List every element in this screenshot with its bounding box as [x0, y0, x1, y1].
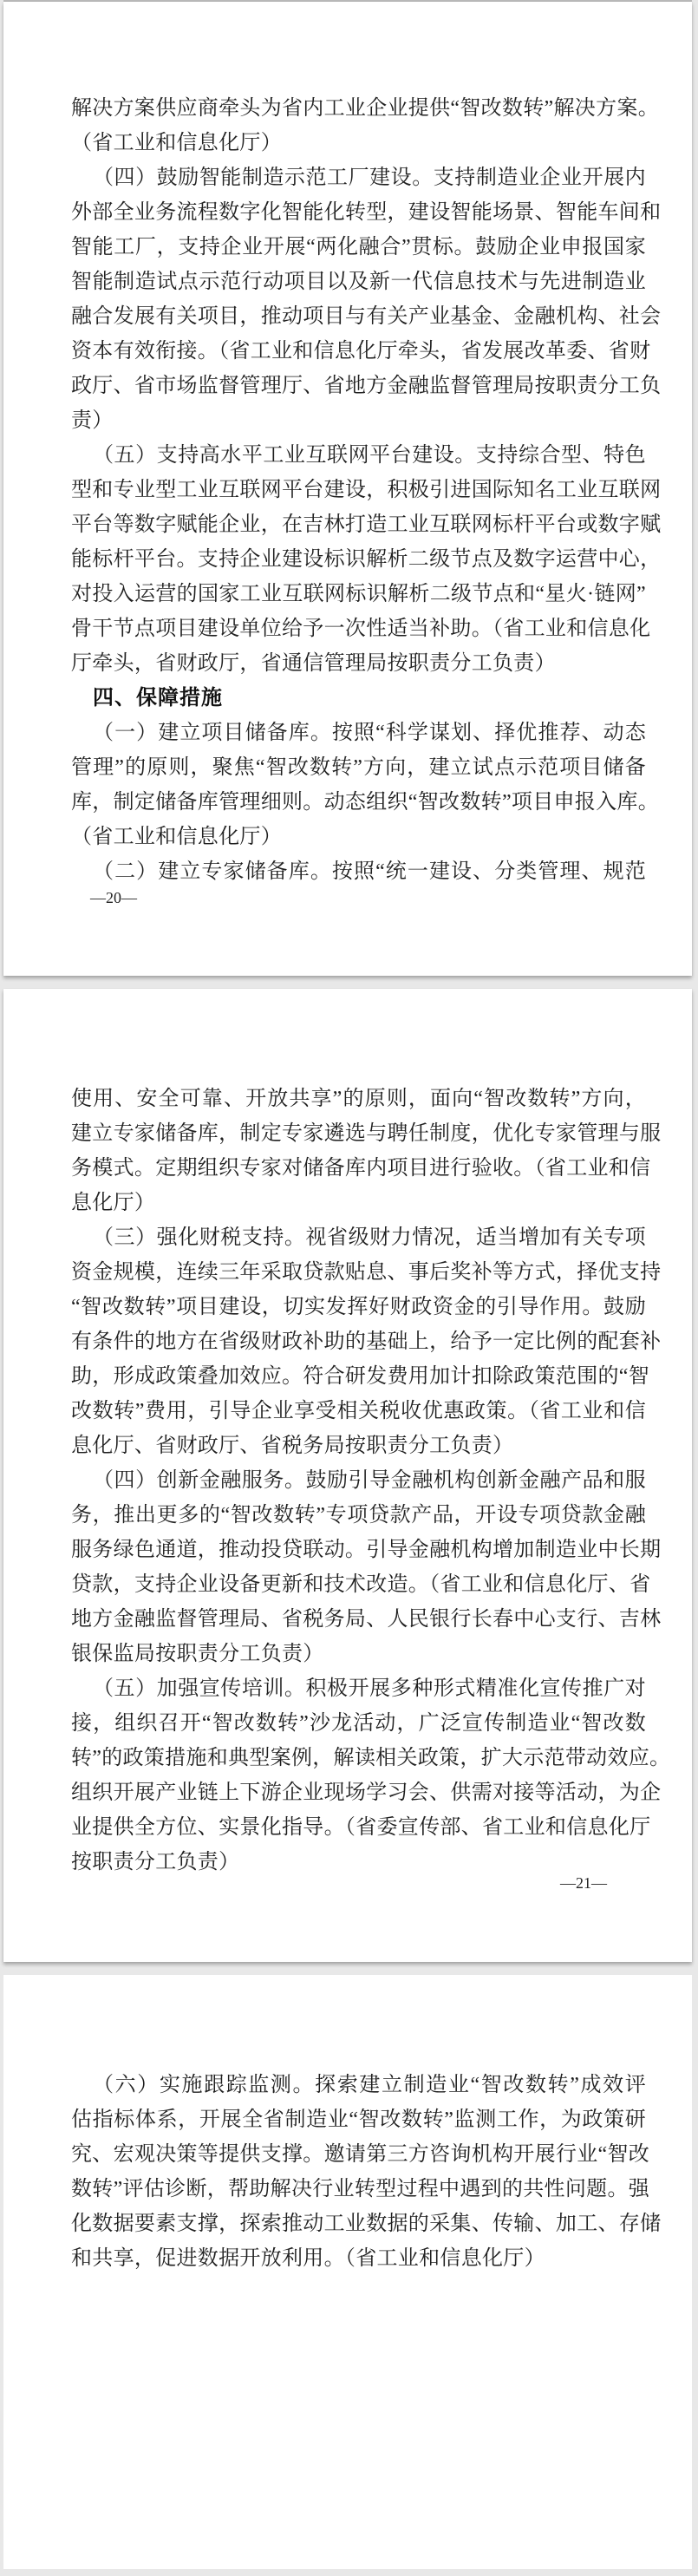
text-line: 资本有效衔接。（省工业和信息化厅牵头，省发展改革委、省财 — [71, 340, 651, 363]
text-line: 四、保障措施 — [93, 686, 223, 709]
text-line: 改数转”费用，引导企业享受相关税收优惠政策。（省工业和信 — [71, 1400, 646, 1422]
text-line: 贷款，支持企业设备更新和技术改造。（省工业和信息化厅、省 — [71, 1573, 651, 1596]
text-line: 化数据要素支撑，探索推动工业数据的采集、传输、加工、存储 — [71, 2213, 662, 2235]
text-line: 务，推出更多的“智改数转”专项贷款产品，开设专项贷款金融 — [71, 1504, 646, 1527]
text-line: 地方金融监督管理局、省税务局、人民银行长春中心支行、吉林 — [71, 1608, 662, 1631]
text-line: 息化厅、省财政厅、省税务局按职责分工负责） — [71, 1435, 514, 1457]
page-22-text-block — [71, 2068, 662, 2276]
document-page-20 — [3, 2, 692, 976]
text-line: 和共享，促进数据开放利用。（省工业和信息化厅） — [71, 2247, 545, 2270]
text-line: 政厅、省市场监督管理厅、省地方金融监督管理局按职责分工负 — [71, 375, 662, 397]
text-line: 骨干节点项目建设单位给予一次性适当补助。（省工业和信息化 — [71, 618, 651, 640]
text-line: 资金规模，连续三年采取贷款贴息、事后奖补等方式，择优支持 — [71, 1261, 662, 1284]
text-line: 责） — [71, 409, 114, 432]
text-line: 数转”评估诊断，帮助解决行业转型过程中遇到的共性问题。强 — [71, 2178, 650, 2200]
text-line: 外部全业务流程数字化智能化转型，建设智能场景、智能车间和 — [71, 201, 662, 224]
text-line: 能标杆平台。支持企业建设标识解析二级节点及数字运营中心， — [71, 548, 662, 571]
text-line: 建立专家储备库，制定专家遴选与聘任制度，优化专家管理与服 — [71, 1122, 662, 1145]
text-line: 助，形成政策叠加效应。符合研发费用加计扣除政策范围的“智 — [71, 1365, 650, 1388]
page-21-page-number: —21— — [560, 1874, 607, 1892]
text-line: 解决方案供应商牵头为省内工业企业提供“智改数转”解决方案。 — [71, 97, 660, 120]
text-line: 管理”的原则，聚焦“智改数转”方向，建立试点示范项目储备 — [71, 756, 646, 779]
text-line: （五）支持高水平工业互联网平台建设。支持综合型、特色 — [93, 444, 646, 467]
text-line: （三）强化财税支持。视省级财力情况，适当增加有关专项 — [93, 1226, 646, 1249]
text-line: （省工业和信息化厅） — [71, 132, 282, 154]
text-line: 银保监局按职责分工负责） — [71, 1643, 324, 1665]
document-page-21 — [3, 989, 692, 1962]
page-20-text-block — [71, 91, 662, 889]
text-line: 按职责分工负责） — [71, 1851, 240, 1873]
text-line: 服务绿色通道，推动投贷联动。引导金融机构增加制造业中长期 — [71, 1539, 662, 1561]
text-line: （二）建立专家储备库。按照“统一建设、分类管理、规范 — [93, 860, 646, 883]
text-line: 融合发展有关项目，推动项目与有关产业基金、金融机构、社会 — [71, 305, 662, 328]
text-line: 智能制造试点示范行动项目以及新一代信息技术与先进制造业 — [71, 271, 646, 293]
document-page-22 — [3, 1975, 692, 2569]
text-line: 务模式。定期组织专家对储备库内项目进行验收。（省工业和信 — [71, 1157, 651, 1180]
text-line: 使用、安全可靠、开放共享”的原则，面向“智改数转”方向， — [71, 1088, 646, 1110]
text-line: 有条件的地方在省级财政补助的基础上，给予一定比例的配套补 — [71, 1330, 662, 1353]
text-line: 息化厅） — [71, 1192, 156, 1214]
text-line: （四）创新金融服务。鼓励引导金融机构创新金融产品和服 — [93, 1469, 646, 1492]
page-20-page-number: —20— — [90, 889, 137, 906]
text-line: “智改数转”项目建设，切实发挥好财政资金的引导作用。鼓励 — [71, 1296, 646, 1318]
text-line: （一）建立项目储备库。按照“科学谋划、择优推荐、动态 — [93, 722, 646, 744]
text-line: 究、宏观决策等提供支撑。邀请第三方咨询机构开展行业“智改 — [71, 2143, 650, 2166]
text-line: 业提供全方位、实景化指导。（省委宣传部、省工业和信息化厅 — [71, 1816, 651, 1839]
text-line: （四）鼓励智能制造示范工厂建设。支持制造业企业开展内 — [93, 167, 646, 189]
text-line: 库，制定储备库管理细则。动态组织“智改数转”项目申报入库。 — [71, 791, 660, 814]
text-line: 智能工厂，支持企业开展“两化融合”贯标。鼓励企业申报国家 — [71, 236, 646, 258]
text-line: 组织开展产业链上下游企业现场学习会、供需对接等活动，为企 — [71, 1782, 662, 1804]
text-line: 估指标体系，开展全省制造业“智改数转”监测工作，为政策研 — [71, 2109, 646, 2131]
text-line: 接，组织召开“智改数转”沙龙活动，广泛宣传制造业“智改数 — [71, 1712, 646, 1735]
text-line: （六）实施跟踪监测。探索建立制造业“智改数转”成效评 — [93, 2074, 646, 2096]
text-line: 型和专业型工业互联网平台建设，积极引进国际知名工业互联网 — [71, 479, 662, 501]
text-line: （省工业和信息化厅） — [71, 826, 282, 848]
page-21-text-block — [71, 1082, 671, 1880]
text-line: 厅牵头，省财政厅，省通信管理局按职责分工负责） — [71, 652, 556, 675]
text-line: 对投入运营的国家工业互联网标识解析二级节点和“星火·链网” — [71, 583, 646, 605]
text-line: 平台等数字赋能企业，在吉林打造工业互联网标杆平台或数字赋 — [71, 513, 662, 536]
text-line: （五）加强宣传培训。积极开展多种形式精准化宣传推广对 — [93, 1677, 646, 1700]
text-line: 转”的政策措施和典型案例，解读相关政策，扩大示范带动效应。 — [71, 1747, 671, 1769]
